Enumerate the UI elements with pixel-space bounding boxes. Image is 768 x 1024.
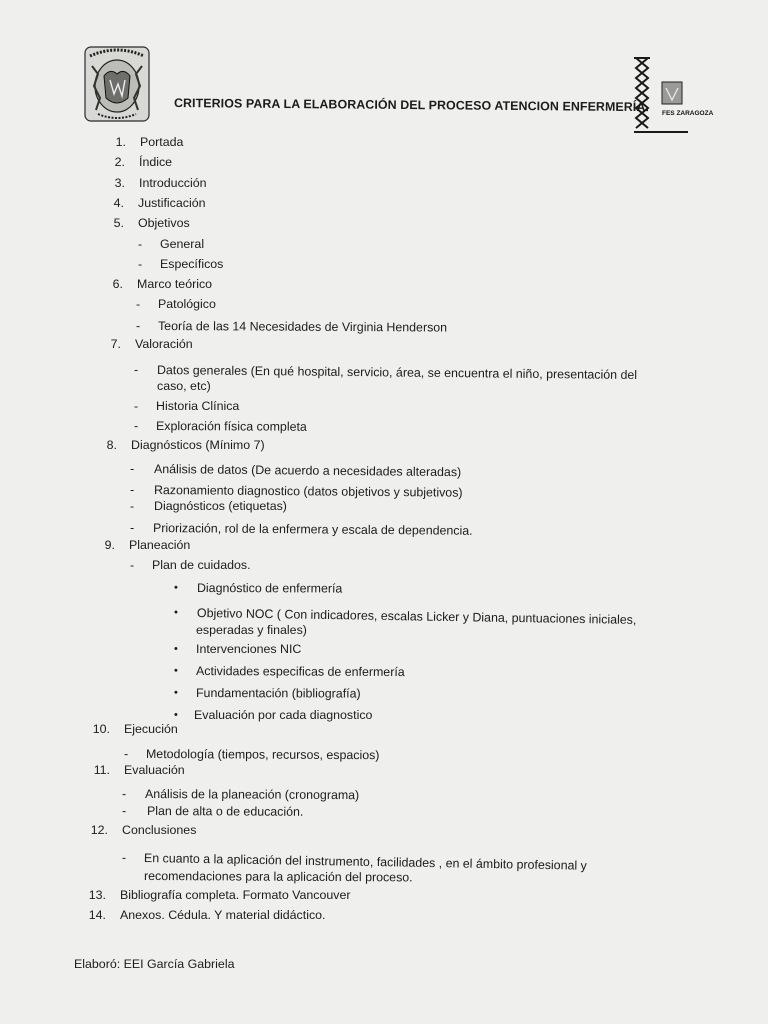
dash-marker: - — [136, 297, 141, 311]
item-text: Historia Clínica — [156, 399, 240, 413]
dash-marker: - — [129, 461, 135, 476]
item-number: 3. — [114, 176, 125, 190]
item-number: 6. — [112, 277, 123, 291]
item-text: Planeación — [129, 538, 191, 552]
item-text: Objetivos — [138, 216, 190, 230]
item-text: Diagnóstico de enfermería — [196, 581, 343, 596]
item-text: Diagnósticos (etiquetas) — [154, 499, 287, 513]
item-text: Específicos — [160, 257, 224, 271]
item-text: Ejecución — [124, 722, 178, 736]
dash-marker: - — [133, 362, 139, 377]
item-text: Evaluación por cada diagnostico — [194, 708, 373, 722]
item-text: Actividades especificas de enfermería — [195, 664, 405, 680]
item-text: Objetivo NOC ( Con indicadores, escalas Licker y Diana, puntuaciones iniciales, — [196, 606, 637, 627]
item-number: 12. — [90, 823, 108, 837]
item-number: 11. — [93, 763, 110, 777]
item-text: Introducción — [139, 176, 207, 190]
dash-marker: - — [121, 850, 127, 865]
item-number: 10. — [92, 722, 110, 736]
item-text: Datos generales (En qué hospital, servicio, área, se encuentra el niño, presentación del — [156, 363, 638, 383]
dash-marker: - — [123, 746, 129, 761]
item-text: General — [160, 237, 205, 251]
item-text: Exploración física completa — [155, 419, 307, 434]
item-number: 9. — [104, 538, 115, 552]
dash-marker: - — [138, 237, 143, 251]
dash-marker: - — [130, 499, 135, 513]
dash-marker: - — [129, 482, 135, 497]
item-text: Intervenciones NIC — [196, 642, 302, 656]
bullet-marker: • — [174, 709, 178, 721]
item-text: Índice — [139, 155, 173, 169]
item-text: Diagnósticos (Mínimo 7) — [131, 438, 265, 452]
item-number: 2. — [114, 155, 125, 169]
item-text: Fundamentación (bibliografía) — [195, 686, 361, 701]
bullet-marker: • — [173, 581, 178, 594]
item-number: 4. — [113, 196, 124, 210]
item-text: Anexos. Cédula. Y material didáctico. — [120, 908, 326, 922]
dash-marker: - — [133, 418, 139, 433]
item-text: Plan de alta o de educación. — [146, 804, 304, 819]
item-text: Evaluación — [124, 763, 185, 777]
item-text: Marco teórico — [137, 277, 213, 291]
dash-marker: - — [121, 803, 127, 818]
item-number: 5. — [113, 216, 124, 230]
bullet-marker: • — [173, 686, 178, 699]
dash-marker: - — [121, 786, 127, 801]
fes-zaragoza-text: FES ZARAGOZA — [662, 110, 714, 117]
item-text: Análisis de datos (De acuerdo a necesidades alteradas) — [153, 462, 462, 480]
item-text: Patológico — [158, 297, 216, 311]
bullet-marker: • — [174, 643, 178, 655]
bullet-marker: • — [173, 606, 178, 619]
item-number: 13. — [88, 888, 106, 902]
item-text: Metodología (tiempos, recursos, espacios) — [145, 747, 380, 763]
item-number: 14. — [88, 908, 106, 922]
dash-marker: - — [134, 399, 139, 413]
item-text: Conclusiones — [122, 823, 197, 837]
item-text: Plan de cuidados. — [152, 558, 251, 572]
item-number: 1. — [115, 135, 126, 149]
item-number: 7. — [110, 337, 121, 351]
item-text: Razonamiento diagnostico (datos objetivos y subjetivos) — [153, 483, 463, 500]
item-text: esperadas y finales) — [196, 623, 307, 637]
dash-marker: - — [130, 558, 135, 572]
item-text: Portada — [140, 135, 184, 149]
dash-marker: - — [129, 520, 135, 535]
author-signature: Elaboró: EEI García Gabriela — [74, 957, 235, 971]
item-text: Valoración — [135, 337, 193, 351]
page-title: CRITERIOS PARA LA ELABORACIÓN DEL PROCESO ATENCION ENFERMERÍA. — [173, 96, 650, 115]
dash-marker: - — [135, 318, 141, 333]
item-text: Bibliografía completa. Formato Vancouver — [120, 888, 351, 902]
item-text: Teoría de las 14 Necesidades de Virginia Henderson — [157, 319, 448, 335]
bullet-marker: • — [173, 664, 178, 677]
item-text: recomendaciones para la aplicación del proceso. — [143, 869, 413, 885]
item-text: En cuanto a la aplicación del instrumento, facilidades , en el ámbito profesional y — [143, 851, 587, 873]
item-text: Justificación — [138, 196, 206, 210]
item-text: Análisis de la planeación (cronograma) — [144, 787, 360, 803]
item-text: caso, etc) — [157, 379, 211, 393]
item-text: Priorización, rol de la enfermera y escala de dependencia. — [152, 521, 473, 538]
item-number: 8. — [106, 438, 117, 452]
dash-marker: - — [138, 257, 143, 271]
